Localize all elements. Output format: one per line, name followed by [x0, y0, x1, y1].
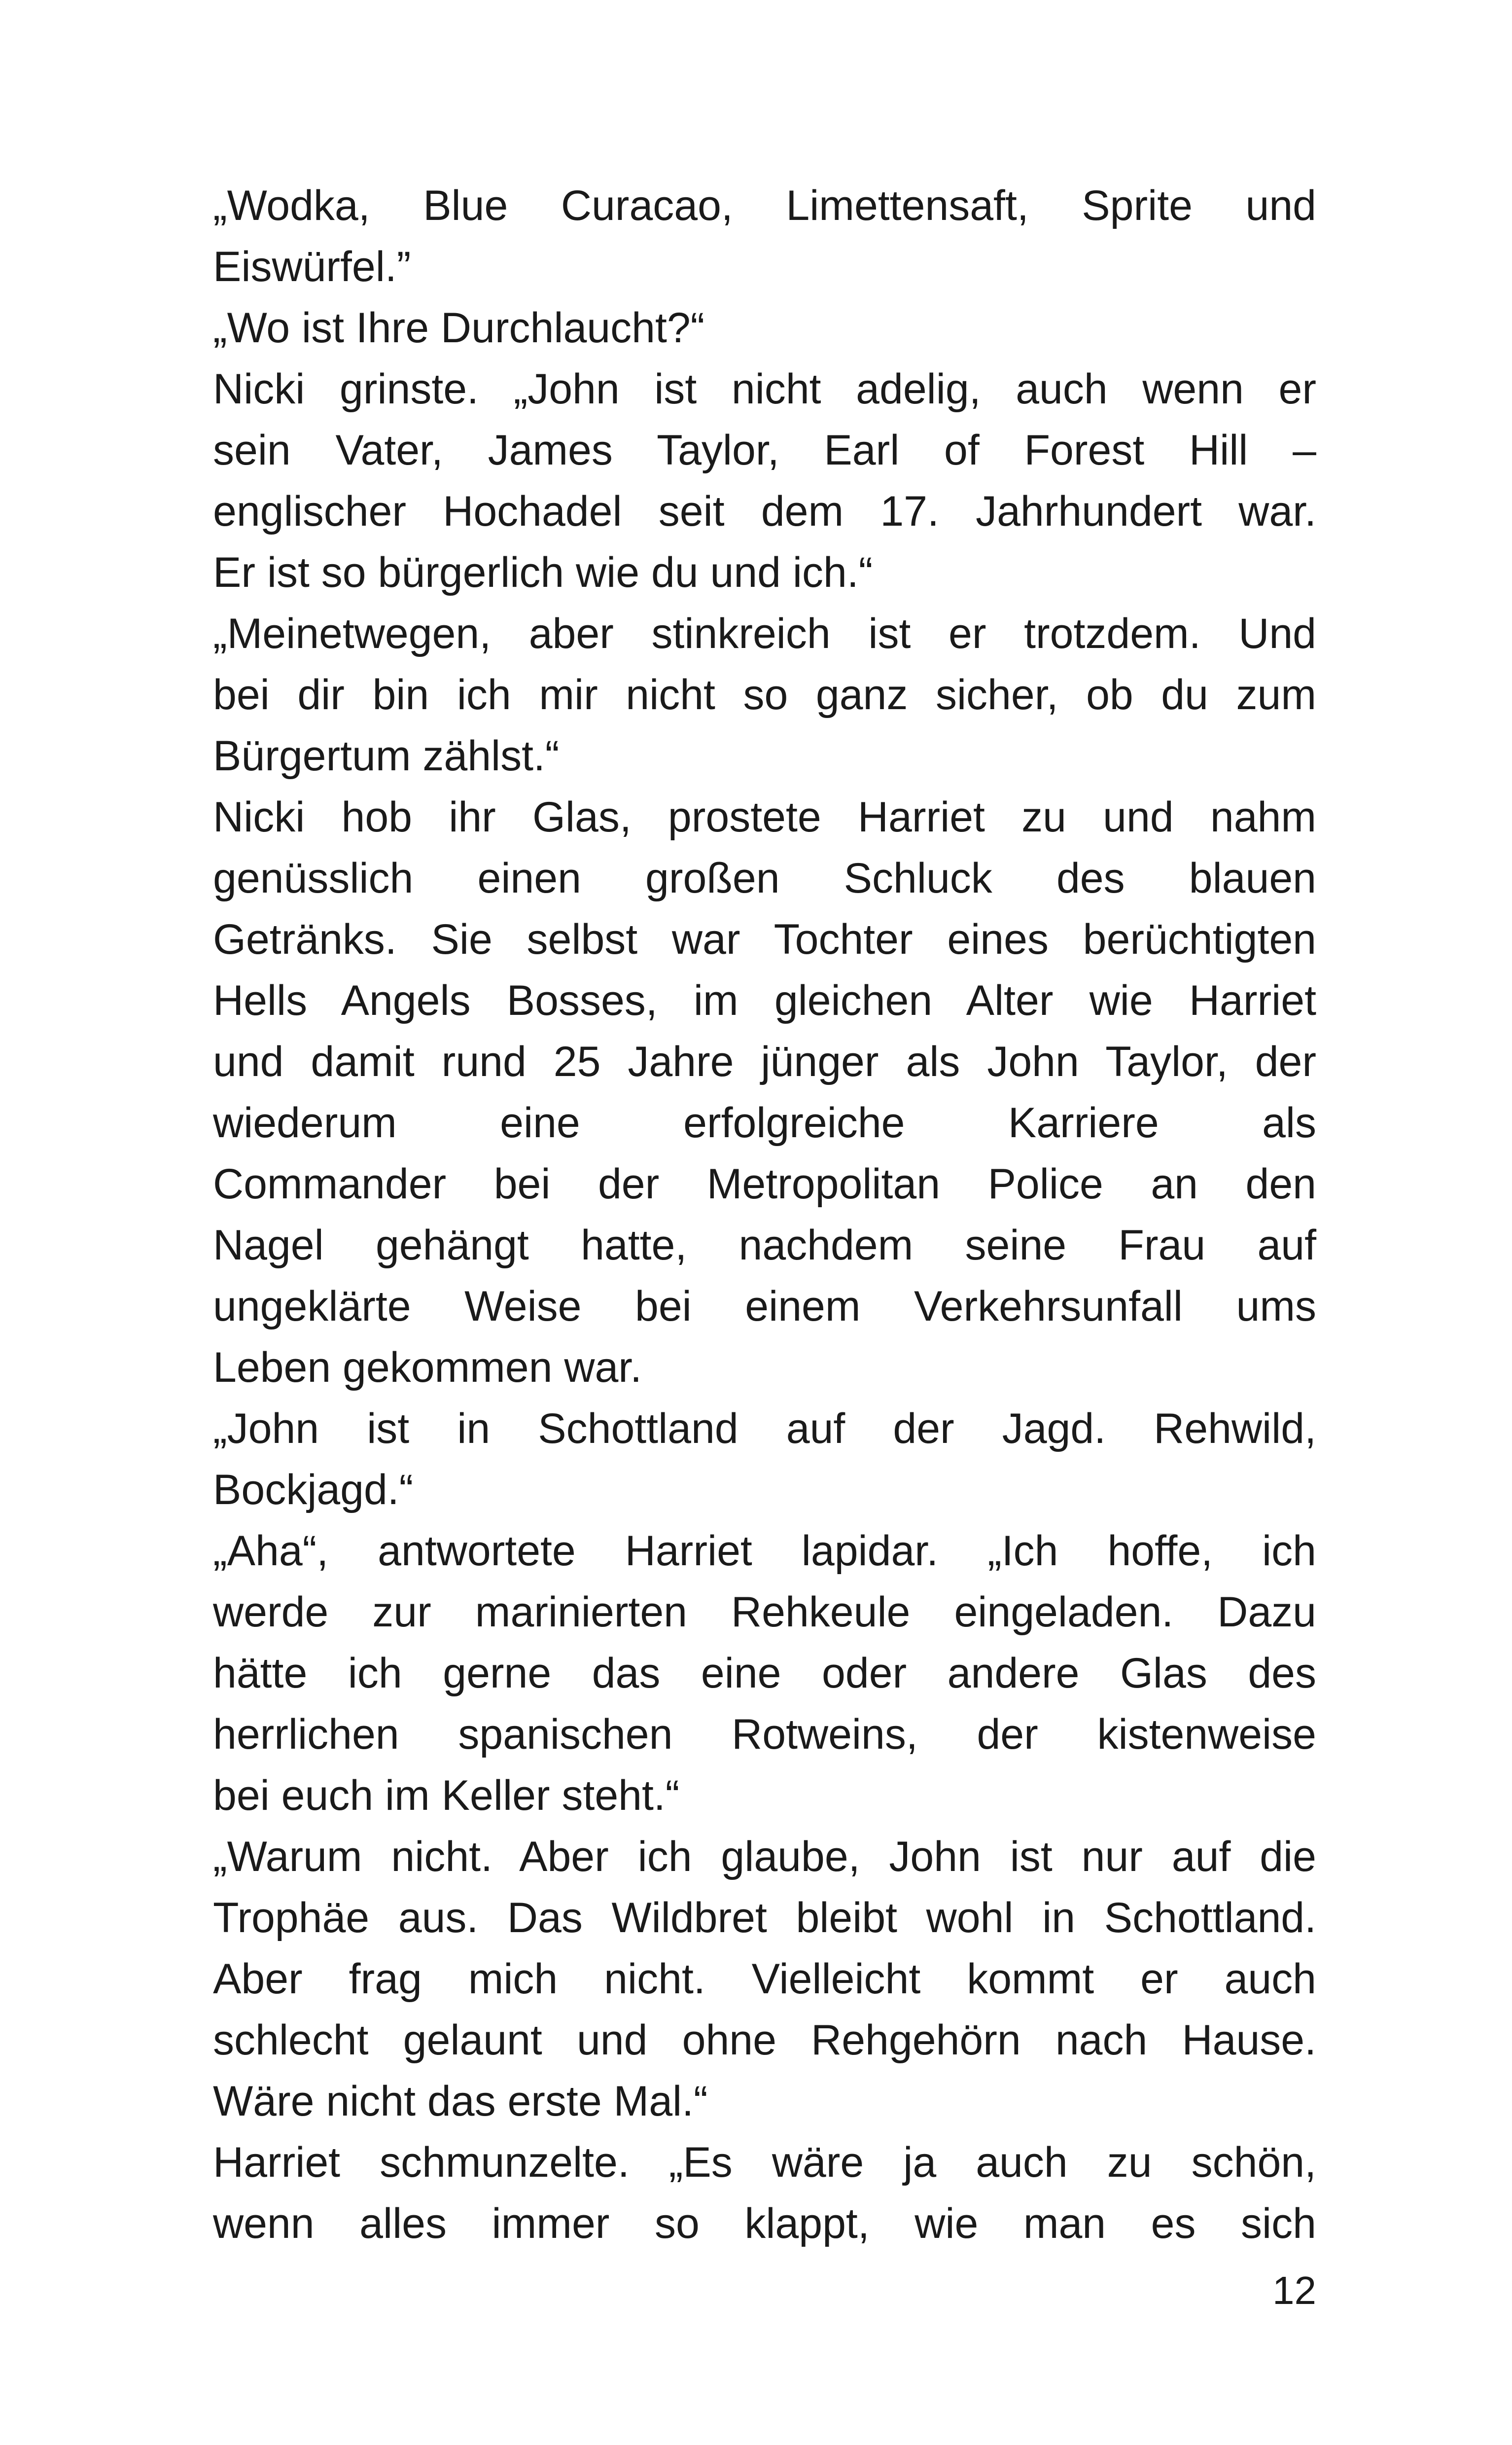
text-line: ungeklärte Weise bei einem Verkehrsunfall ums: [213, 1283, 1316, 1330]
text-line: „Warum nicht. Aber ich glaube, John ist nur auf die: [213, 1833, 1316, 1880]
text-line: herrlichen spanischen Rotweins, der kistenweise: [213, 1711, 1316, 1758]
text-line: und damit rund 25 Jahre jünger als John Taylor, der: [213, 1038, 1316, 1085]
body-text: [213, 175, 1316, 2254]
text-line: bei dir bin ich mir nicht so ganz sicher, ob du zum: [213, 671, 1316, 719]
text-line: „Wo ist Ihre Durchlaucht?“: [213, 304, 705, 352]
text-line: werde zur marinierten Rehkeule eingeladen. Dazu: [213, 1588, 1316, 1636]
text-line: Nagel gehängt hatte, nachdem seine Frau auf: [213, 1222, 1316, 1269]
text-line: Harriet schmunzelte. „Es wäre ja auch zu schön,: [213, 2139, 1316, 2186]
text-line: Nicki grinste. „John ist nicht adelig, auch wenn er: [213, 365, 1316, 413]
page-number: 12: [1272, 2268, 1316, 2312]
text-line: Bockjagd.“: [213, 1466, 414, 1513]
text-line: „John ist in Schottland auf der Jagd. Rehwild,: [213, 1405, 1316, 1452]
text-line: wenn alles immer so klappt, wie man es sich: [213, 2200, 1316, 2247]
text-line: Nicki hob ihr Glas, prostete Harriet zu und nahm: [213, 793, 1316, 841]
text-line: Aber frag mich nicht. Vielleicht kommt er auch: [213, 1955, 1316, 2003]
text-line: „Wodka, Blue Curacao, Limettensaft, Sprite und: [213, 182, 1316, 229]
text-line: Leben gekommen war.: [213, 1344, 642, 1391]
text-line: Er ist so bürgerlich wie du und ich.“: [213, 549, 873, 596]
text-line: Eiswürfel.”: [213, 243, 411, 290]
text-line: Bürgertum zählst.“: [213, 732, 560, 780]
text-line: Getränks. Sie selbst war Tochter eines berüchtigten: [213, 916, 1316, 963]
text-line: „Aha“, antwortete Harriet lapidar. „Ich hoffe, ich: [213, 1527, 1316, 1575]
text-line: Trophäe aus. Das Wildbret bleibt wohl in Schottland.: [213, 1894, 1316, 1942]
text-line: englischer Hochadel seit dem 17. Jahrhundert war.: [213, 488, 1316, 535]
text-line: wiederum eine erfolgreiche Karriere als: [213, 1099, 1316, 1147]
text-line: schlecht gelaunt und ohne Rehgehörn nach Hause.: [213, 2016, 1316, 2064]
text-line: genüsslich einen großen Schluck des blauen: [213, 855, 1316, 902]
text-line: Wäre nicht das erste Mal.“: [213, 2078, 708, 2125]
text-line: bei euch im Keller steht.“: [213, 1772, 680, 1819]
text-line: hätte ich gerne das eine oder andere Glas des: [213, 1650, 1316, 1697]
text-line: sein Vater, James Taylor, Earl of Forest Hill –: [213, 427, 1316, 474]
text-line: Commander bei der Metropolitan Police an den: [213, 1160, 1316, 1208]
text-line: Hells Angels Bosses, im gleichen Alter wie Harriet: [213, 977, 1316, 1024]
text-line: „Meinetwegen, aber stinkreich ist er trotzdem. Und: [213, 610, 1316, 657]
